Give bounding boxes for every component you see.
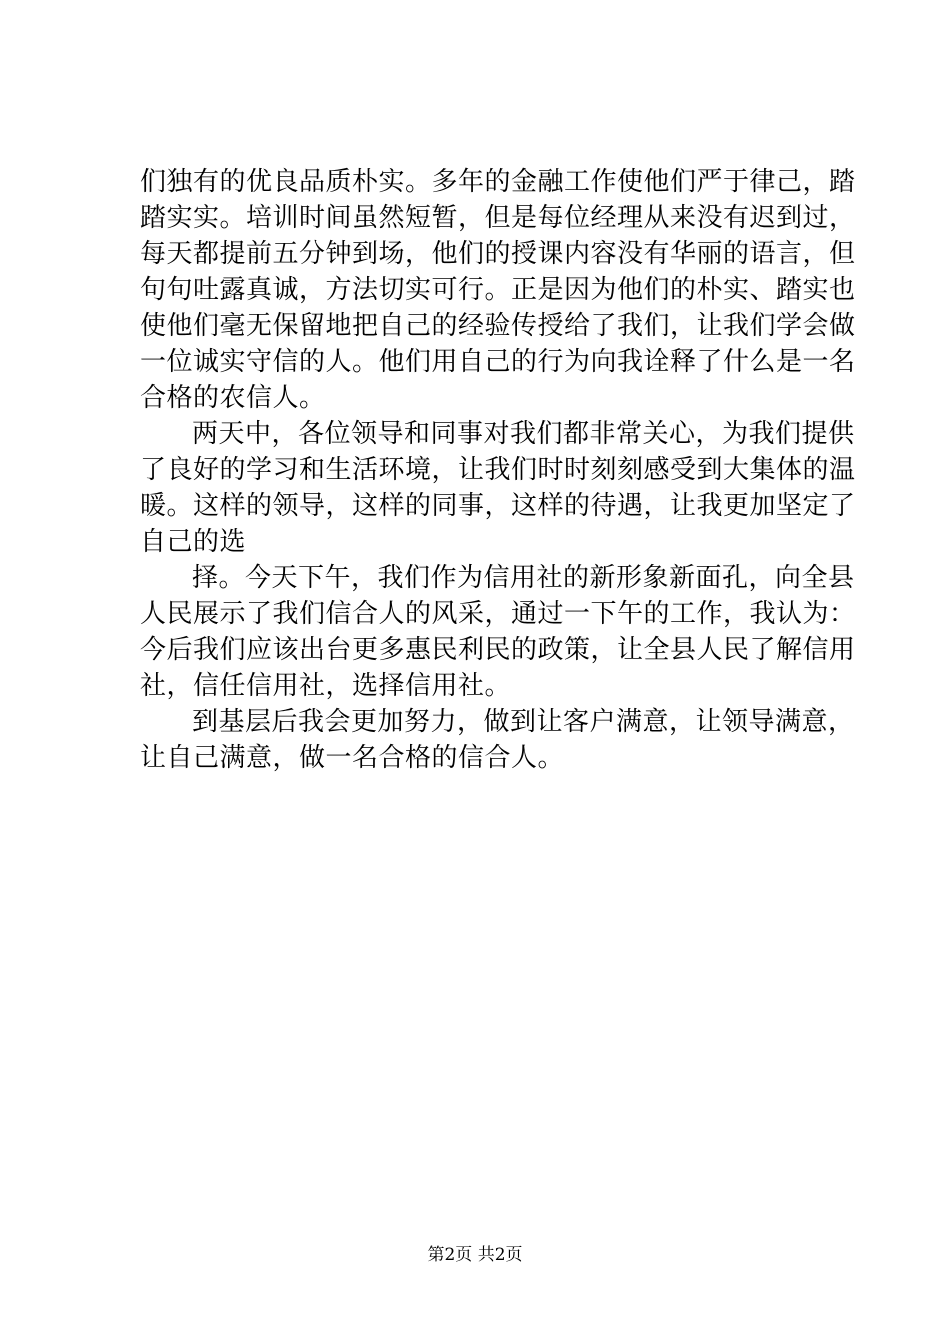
body-line: 一位诚实守信的人。他们用自己的行为向我诠释了什么是一名 [140, 347, 856, 377]
page-footer: 第2页 共2页 [427, 1245, 523, 1265]
body-line: 社，信任信用社，选择信用社。 [140, 671, 512, 701]
body-line: 暖。这样的领导，这样的同事，这样的待遇，让我更加坚定了 [140, 491, 856, 521]
body-line: 让自己满意，做一名合格的信合人。 [140, 743, 565, 773]
body-line: 自己的选 [140, 527, 247, 557]
body-line: 句句吐露真诚，方法切实可行。正是因为他们的朴实、踏实也 [140, 275, 856, 305]
body-line: 今后我们应该出台更多惠民利民的政策，让全县人民了解信用 [140, 635, 856, 665]
body-line-indented: 到基层后我会更加努力，做到让客户满意，让领导满意， [192, 707, 855, 737]
body-line: 人民展示了我们信合人的风采，通过一下午的工作，我认为： [140, 599, 856, 629]
body-line-indented: 两天中，各位领导和同事对我们都非常关心，为我们提供 [192, 419, 855, 449]
body-line: 们独有的优良品质朴实。多年的金融工作使他们严于律己，踏 [140, 167, 856, 197]
document-body [140, 164, 856, 776]
body-line: 了良好的学习和生活环境，让我们时时刻刻感受到大集体的温 [140, 455, 856, 485]
body-line-indented: 择。今天下午，我们作为信用社的新形象新面孔，向全县 [192, 563, 855, 593]
body-line: 每天都提前五分钟到场，他们的授课内容没有华丽的语言，但 [140, 239, 856, 269]
body-line: 使他们毫无保留地把自己的经验传授给了我们，让我们学会做 [140, 311, 856, 341]
body-line: 踏实实。培训时间虽然短暂，但是每位经理从来没有迟到过， [140, 203, 856, 233]
body-line: 合格的农信人。 [140, 383, 326, 413]
